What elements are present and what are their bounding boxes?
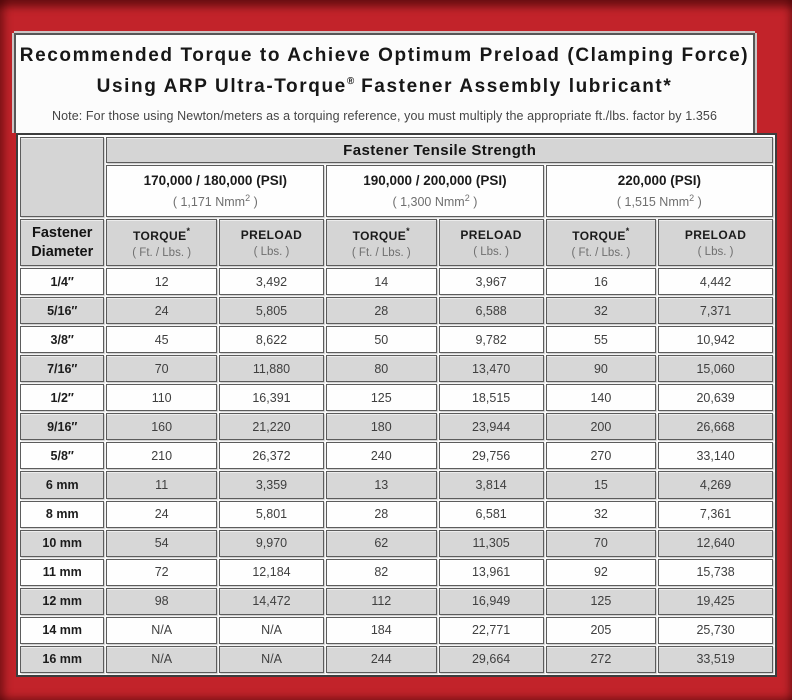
fastener-diameter-cell: 3/8″ [20, 326, 104, 353]
torque-value-cell: N/A [106, 617, 216, 644]
preload-value-cell: 9,970 [219, 530, 324, 557]
preload-value-cell: 14,472 [219, 588, 324, 615]
preload-value-cell: 6,581 [439, 501, 544, 528]
preload-value-cell: 16,949 [439, 588, 544, 615]
torque-value-cell: 244 [326, 646, 436, 673]
torque-value-cell: 32 [546, 501, 656, 528]
table-row [20, 471, 773, 498]
torque-value-cell: 28 [326, 501, 436, 528]
preload-column-header: PRELOAD ( Lbs. ) [219, 219, 324, 266]
psi-value: 220,000 (PSI) [617, 172, 702, 188]
preload-value-cell: N/A [219, 646, 324, 673]
torque-value-cell: 72 [106, 559, 216, 586]
preload-value-cell: 3,814 [439, 471, 544, 498]
torque-value-cell: 28 [326, 297, 436, 324]
psi-value: 170,000 / 180,000 (PSI) [143, 172, 287, 188]
preload-value-cell: N/A [219, 617, 324, 644]
torque-value-cell: 50 [326, 326, 436, 353]
torque-value-cell: 62 [326, 530, 436, 557]
torque-value-cell: 45 [106, 326, 216, 353]
fastener-diameter-header: Fastener Diameter [20, 219, 104, 266]
table-row [20, 413, 773, 440]
preload-value-cell: 15,060 [658, 355, 773, 382]
table-row [20, 646, 773, 673]
torque-value-cell: 54 [106, 530, 216, 557]
preload-value-cell: 12,640 [658, 530, 773, 557]
torque-table-block [16, 133, 777, 677]
torque-value-cell: 92 [546, 559, 656, 586]
table-row [20, 530, 773, 557]
torque-value-cell: 210 [106, 442, 216, 469]
table-row [20, 355, 773, 382]
preload-value-cell: 4,442 [658, 268, 773, 295]
torque-value-cell: 90 [546, 355, 656, 382]
preload-value-cell: 15,738 [658, 559, 773, 586]
preload-value-cell: 4,269 [658, 471, 773, 498]
torque-value-cell: 98 [106, 588, 216, 615]
preload-value-cell: 18,515 [439, 384, 544, 411]
torque-value-cell: 272 [546, 646, 656, 673]
preload-value-cell: 25,730 [658, 617, 773, 644]
torque-column-header: TORQUE* ( Ft. / Lbs. ) [326, 219, 436, 266]
preload-value-cell: 11,880 [219, 355, 324, 382]
preload-value-cell: 13,470 [439, 355, 544, 382]
preload-value-cell: 21,220 [219, 413, 324, 440]
torque-value-cell: 24 [106, 297, 216, 324]
nmm-value: ( 1,171 Nmm$^2$ ) [172, 192, 258, 210]
preload-value-cell: 29,756 [439, 442, 544, 469]
torque-value-cell: 15 [546, 471, 656, 498]
nmm-value: ( 1,300 Nmm$^2$ ) [392, 192, 478, 210]
preload-value-cell: 10,942 [658, 326, 773, 353]
table-row [20, 442, 773, 469]
table-row [20, 588, 773, 615]
table-row [20, 384, 773, 411]
fastener-diameter-cell: 12 mm [20, 588, 104, 615]
preload-value-cell: 13,961 [439, 559, 544, 586]
torque-value-cell: 14 [326, 268, 436, 295]
preload-value-cell: 20,639 [658, 384, 773, 411]
table-row [20, 501, 773, 528]
torque-value-cell: 24 [106, 501, 216, 528]
torque-value-cell: 16 [546, 268, 656, 295]
table-row [20, 297, 773, 324]
preload-value-cell: 26,372 [219, 442, 324, 469]
preload-value-cell: 9,782 [439, 326, 544, 353]
title-block [14, 33, 755, 133]
title-line1: Recommended Torque to Achieve Optimum Preload (Clamping Force) [19, 45, 750, 66]
preload-value-cell: 11,305 [439, 530, 544, 557]
preload-value-cell: 3,492 [219, 268, 324, 295]
torque-value-cell: 80 [326, 355, 436, 382]
fastener-diameter-cell: 14 mm [20, 617, 104, 644]
torque-value-cell: 125 [546, 588, 656, 615]
torque-value-cell: 32 [546, 297, 656, 324]
torque-value-cell: 184 [326, 617, 436, 644]
fastener-diameter-cell: 5/8″ [20, 442, 104, 469]
psi-value: 190,000 / 200,000 (PSI) [363, 172, 507, 188]
torque-value-cell: 12 [106, 268, 216, 295]
preload-column-header: PRELOAD ( Lbs. ) [658, 219, 773, 266]
preload-value-cell: 23,944 [439, 413, 544, 440]
preload-value-cell: 33,519 [658, 646, 773, 673]
fastener-diameter-cell: 1/2″ [20, 384, 104, 411]
psi-header-190-200 [326, 165, 544, 217]
preload-value-cell: 3,967 [439, 268, 544, 295]
title-line2: Using ARP Ultra-Torque® Fastener Assembly lubricant* [96, 76, 673, 98]
fastener-diameter-cell: 6 mm [20, 471, 104, 498]
torque-value-cell: N/A [106, 646, 216, 673]
torque-column-header: TORQUE* ( Ft. / Lbs. ) [106, 219, 216, 266]
preload-value-cell: 29,664 [439, 646, 544, 673]
table-row [20, 326, 773, 353]
table-body [20, 268, 773, 673]
preload-value-cell: 19,425 [658, 588, 773, 615]
torque-value-cell: 240 [326, 442, 436, 469]
preload-value-cell: 5,801 [219, 501, 324, 528]
page-title [16, 42, 753, 100]
preload-value-cell: 5,805 [219, 297, 324, 324]
fastener-diameter-cell: 11 mm [20, 559, 104, 586]
torque-value-cell: 55 [546, 326, 656, 353]
preload-value-cell: 7,361 [658, 501, 773, 528]
torque-value-cell: 82 [326, 559, 436, 586]
torque-value-cell: 70 [546, 530, 656, 557]
preload-value-cell: 6,588 [439, 297, 544, 324]
torque-value-cell: 205 [546, 617, 656, 644]
preload-value-cell: 3,359 [219, 471, 324, 498]
torque-value-cell: 11 [106, 471, 216, 498]
nmm-value: ( 1,515 Nmm$^2$ ) [616, 192, 702, 210]
torque-preload-table [16, 133, 777, 677]
preload-column-header: PRELOAD ( Lbs. ) [439, 219, 544, 266]
psi-header-170-180 [106, 165, 324, 217]
fastener-diameter-cell: 1/4″ [20, 268, 104, 295]
tensile-strength-header: Fastener Tensile Strength [106, 137, 773, 163]
preload-value-cell: 7,371 [658, 297, 773, 324]
table-row [20, 617, 773, 644]
torque-value-cell: 270 [546, 442, 656, 469]
note-text: Note: For those using Newton/meters as a torquing reference, you must multiply the appropriate ft./lbs. factor by 1.356 [51, 109, 717, 124]
preload-value-cell: 26,668 [658, 413, 773, 440]
torque-column-header: TORQUE* ( Ft. / Lbs. ) [546, 219, 656, 266]
torque-value-cell: 200 [546, 413, 656, 440]
torque-value-cell: 70 [106, 355, 216, 382]
torque-value-cell: 13 [326, 471, 436, 498]
psi-header-220 [546, 165, 773, 217]
preload-value-cell: 22,771 [439, 617, 544, 644]
fastener-diameter-cell: 10 mm [20, 530, 104, 557]
corner-empty-cell [20, 137, 104, 217]
torque-value-cell: 125 [326, 384, 436, 411]
fastener-diameter-cell: 8 mm [20, 501, 104, 528]
torque-value-cell: 140 [546, 384, 656, 411]
fastener-diameter-cell: 5/16″ [20, 297, 104, 324]
preload-value-cell: 33,140 [658, 442, 773, 469]
preload-value-cell: 8,622 [219, 326, 324, 353]
preload-value-cell: 16,391 [219, 384, 324, 411]
torque-value-cell: 112 [326, 588, 436, 615]
table-row [20, 559, 773, 586]
fastener-diameter-cell: 16 mm [20, 646, 104, 673]
torque-value-cell: 110 [106, 384, 216, 411]
table-row [20, 268, 773, 295]
torque-value-cell: 160 [106, 413, 216, 440]
fastener-diameter-cell: 7/16″ [20, 355, 104, 382]
registered-mark: ® [346, 76, 355, 87]
fastener-diameter-cell: 9/16″ [20, 413, 104, 440]
preload-value-cell: 12,184 [219, 559, 324, 586]
torque-value-cell: 180 [326, 413, 436, 440]
